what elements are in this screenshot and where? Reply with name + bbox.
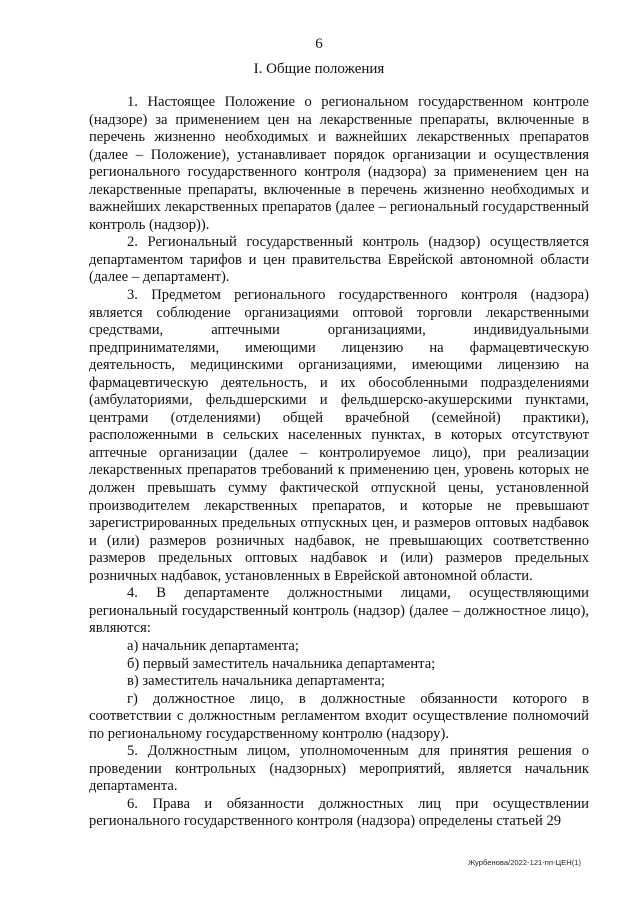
page-number: 6: [315, 36, 323, 52]
paragraph-2: 2. Региональный государственный контроль (надзор) осуществляется департаментом тарифов и цен правительства Еврейской автономной области (далее – департамент).: [89, 234, 589, 286]
paragraph-3: 3. Предметом регионального государственного контроля (надзора) является соблюдение организациями оптовой торговли лекарственными средствами, аптечными организациями, индивидуальными предпринимателями, имеющими лицензию на фармацевтическую деятельность, медицинскими организациями, имеющими лицензию на фармацевтическую деятельность, и их обособленными подразделениями (амбулаториями, фельдшерскими и фельдшерско-акушерскими пунктами, центрами (отделениями) общей врачебной (семейной) практики), расположенными в сельских населенных пунктах, в которых отсутствуют аптечные организации (далее – контролируемое лицо), при реализации лекарственных препаратов требований к применению цен, уровень которых не должен превышать сумму фактической отпускной цены, установленной производителем лекарственных препаратов, и которые не превышают зарегистрированных предельных отпускных цен, и размеров оптовых надбавок и (или) размеров розничных надбавок, не превышающих соответственно размеров предельных оптовых надбавок и (или) размеров предельных розничных надбавок, установленных в Еврейской автономной области.: [89, 287, 589, 584]
paragraph-1: 1. Настоящее Положение о региональном государственном контроле (надзоре) за применением цен на лекарственные препараты, включенные в перечень жизненно необходимых и важнейших лекарственных препаратов (далее – Положение), устанавливает порядок организации и осуществления регионального государственного контроля (надзора) за применением цен на лекарственные препараты, включенные в перечень жизненно необходимых и важнейших лекарственных препаратов (далее – региональный государственный контроль (надзор)).: [89, 94, 589, 233]
list-item-a: а) начальник департамента;: [127, 637, 299, 654]
list-item-v: в) заместитель начальника департамента;: [127, 673, 385, 690]
paragraph-6: 6. Права и обязанности должностных лиц при осуществлении регионального государственного контроля (надзора) определены статьей 29: [89, 795, 589, 830]
paragraph-5: 5. Должностным лицом, уполномоченным для принятия решения о проведении контрольных (надзорных) мероприятий, является начальник департамента.: [89, 743, 589, 795]
document-body: [89, 94, 589, 831]
section-title: I. Общие положения: [253, 61, 385, 77]
document-code: Журбенова/2022-121-пп-ЦЕН(1): [468, 858, 581, 867]
paragraph-4: 4. В департаменте должностными лицами, осуществляющими региональный государственный контроль (надзор) (далее – должностное лицо), являются:: [89, 585, 589, 637]
list-item-b: б) первый заместитель начальника департамента;: [127, 655, 436, 672]
list-item-g: г) должностное лицо, в должностные обязанности которого в соответствии с должностным регламентом входит осуществление полномочий по региональному государственному контролю (надзору).: [89, 690, 589, 742]
